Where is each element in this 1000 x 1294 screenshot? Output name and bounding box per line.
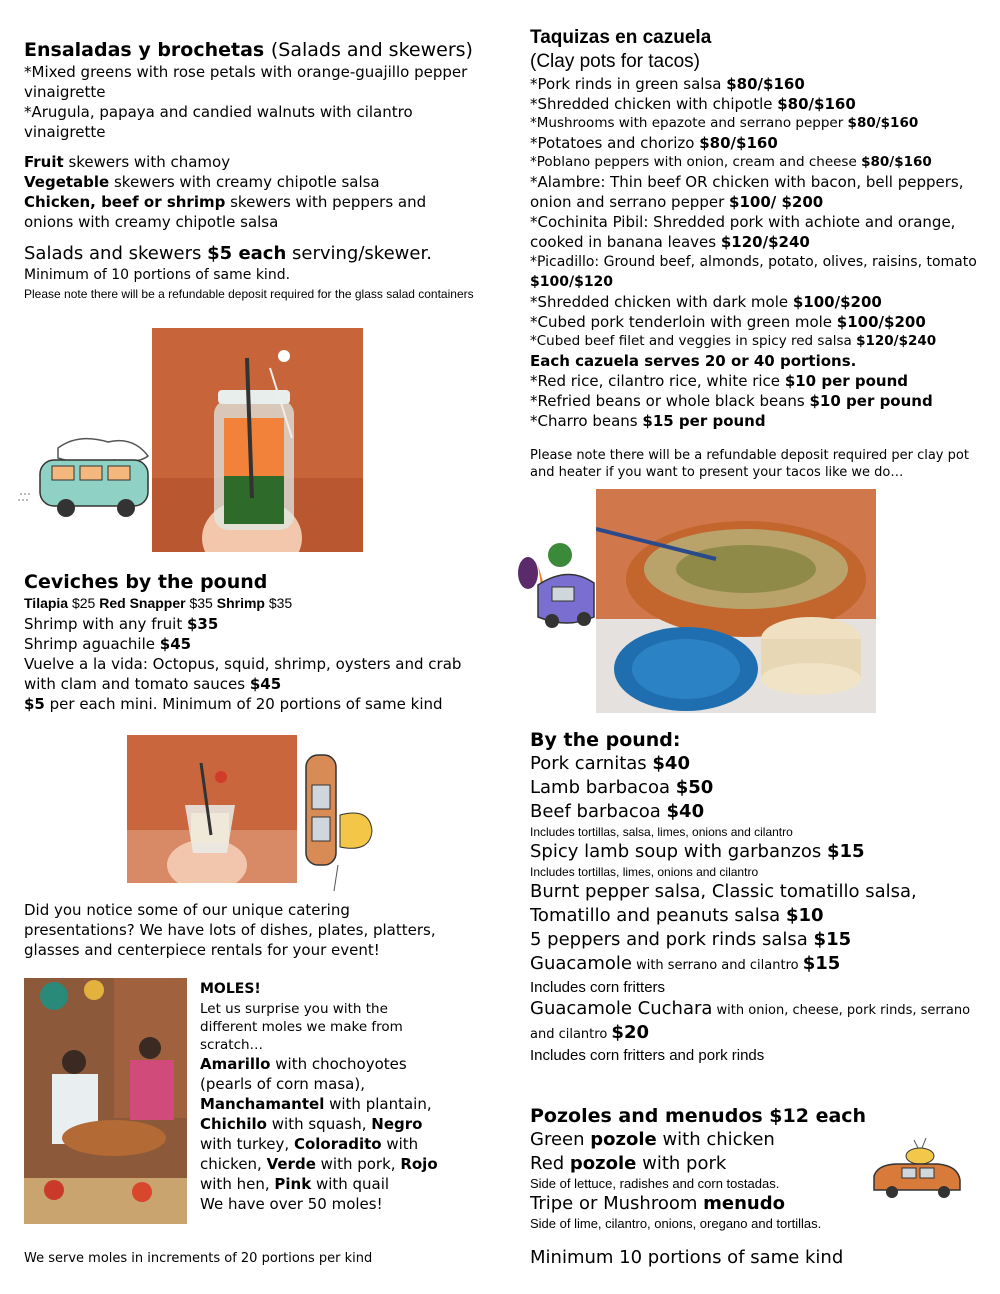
salads-section	[24, 38, 474, 302]
by-the-pound-section	[530, 728, 990, 1065]
pound-note: Includes corn fritters	[530, 979, 666, 996]
moles-intro: Let us surprise you with the different moles we make from scratch…	[200, 1000, 403, 1053]
pozoles-minimum: Minimum 10 portions of same kind	[530, 1247, 844, 1268]
taquizas-title: Taquizas en cazuela	[530, 27, 712, 48]
soup-car-illustration	[868, 1136, 964, 1202]
veggie-car-illustration	[508, 525, 600, 635]
taquiza-item: *Cubed beef filet and veggies in spicy red salsa $120/$240	[530, 333, 937, 349]
pound-item: Pork carnitas $40	[530, 753, 690, 774]
cazuela-photo	[596, 489, 876, 713]
salad-jar-photo	[152, 328, 363, 552]
skewer-item: Vegetable skewers with creamy chipotle salsa	[24, 173, 380, 191]
guacamole-cuchara-item: Guacamole Cuchara with onion, cheese, pork rinds, serrano and cilantro $20	[530, 997, 971, 1043]
taquiza-item: *Cubed pork tenderloin with green mole $100/$200	[530, 313, 926, 331]
moles-increments: We serve moles in increments of 20 portions per kind	[24, 1251, 373, 1266]
pozoles-title: Pozoles and menudos $12 each	[530, 1105, 867, 1127]
guacamole-item: Guacamole with serrano and cilantro $15	[530, 953, 841, 974]
taquizas-section	[530, 26, 990, 481]
ceviche-item: Vuelve a la vida: Octopus, squid, shrimp, oysters and crab with clam and tomato sauces $45	[24, 654, 462, 693]
salsa-item: Tomatillo and peanuts salsa $10	[530, 905, 824, 926]
taquiza-item: *Poblano peppers with onion, cream and cheese $80/$160	[530, 154, 932, 170]
pound-item: Beef barbacoa $40	[530, 801, 705, 822]
pound-title: By the pound:	[530, 729, 681, 751]
cooks-photo	[24, 978, 187, 1224]
moles-title: MOLES!	[200, 981, 261, 997]
car-illustration	[300, 745, 380, 893]
taquiza-item: *Shredded chicken with chipotle $80/$160	[530, 95, 856, 113]
ceviche-item: Shrimp aguachile $45	[24, 634, 192, 653]
pound-item: Lamb barbacoa $50	[530, 777, 714, 798]
moles-over: We have over 50 moles!	[200, 1194, 383, 1213]
ceviches-title: Ceviches by the pound	[24, 571, 268, 593]
pound-item: Spicy lamb soup with garbanzos $15	[530, 841, 865, 862]
taquizas-serves: Each cazuela serves 20 or 40 portions.	[530, 352, 857, 370]
salad-item: *Mixed greens with rose petals with orange-guajillo pepper vinaigrette	[24, 63, 468, 101]
moles-section	[200, 980, 445, 1214]
taquiza-item: *Alambre: Thin beef OR chicken with bacon, bell peppers, onion and serrano pepper $100/ $200	[530, 173, 964, 211]
taquiza-item: *Potatoes and chorizo $80/$160	[530, 134, 778, 152]
salads-deposit: Please note there will be a refundable deposit required for the glass salad containers	[24, 286, 474, 301]
salsa-item: Burnt pepper salsa, Classic tomatillo salsa,	[530, 881, 917, 902]
pozole-item: Green pozole with chicken	[530, 1129, 775, 1150]
moles-list: Amarillo with chochoyotes (pearls of corn masa), Manchamantel with plantain, Chichilo with squash, Negro with turkey, Coloradito with chicken, Verde with pork, Rojo with hen, Pink with quail	[200, 1054, 438, 1193]
menudo-item: Tripe or Mushroom menudo	[530, 1193, 785, 1214]
ceviche-fish: Tilapia $25 Red Snapper $35 Shrimp $35	[24, 595, 293, 611]
taquiza-item: *Mushrooms with epazote and serrano pepper $80/$160	[530, 115, 919, 131]
pozole-side: Side of lettuce, radishes and corn tostadas.	[530, 1176, 780, 1191]
taquiza-item: *Pork rinds in green salsa $80/$160	[530, 75, 805, 93]
skewer-item: Fruit skewers with chamoy	[24, 153, 231, 171]
ceviche-item: Shrimp with any fruit $35	[24, 614, 219, 633]
ceviches-section	[24, 570, 474, 714]
rentals-notice: Did you notice some of our unique catering presentations? We have lots of dishes, plates, platters, glasses and centerpiece rentals for your event!	[24, 901, 436, 959]
side-item: *Refried beans or whole black beans $10 per pound	[530, 392, 933, 410]
pound-note: Includes tortillas, limes, onions and cilantro	[530, 865, 759, 879]
ceviche-glass-photo	[127, 735, 297, 883]
taquiza-item: *Shredded chicken with dark mole $100/$200	[530, 293, 882, 311]
pozole-item: Red pozole with pork	[530, 1153, 727, 1174]
van-illustration	[18, 428, 158, 523]
ceviche-mini: $5 per each mini. Minimum of 20 portions of same kind	[24, 694, 443, 713]
pound-note: Includes tortillas, salsa, limes, onions and cilantro	[530, 825, 793, 839]
salads-minimum: Minimum of 10 portions of same kind.	[24, 267, 291, 283]
taquizas-subtitle: (Clay pots for tacos)	[530, 51, 700, 72]
salad-item: *Arugula, papaya and candied walnuts with cilantro vinaigrette	[24, 103, 413, 141]
side-item: *Charro beans $15 per pound	[530, 412, 766, 430]
taquizas-deposit: Please note there will be a refundable deposit required per clay pot and heater if you want to present your tacos like we do…	[530, 448, 969, 480]
pound-note: Includes corn fritters and pork rinds	[530, 1046, 765, 1064]
menudo-side: Side of lime, cilantro, onions, oregano and tortillas.	[530, 1216, 822, 1231]
salads-price: Salads and skewers $5 each serving/skewer.	[24, 243, 432, 264]
skewer-item: Chicken, beef or shrimp skewers with peppers and onions with creamy chipotle salsa	[24, 193, 427, 231]
side-item: *Red rice, cilantro rice, white rice $10 per pound	[530, 372, 909, 390]
taquiza-item: *Cochinita Pibil: Shredded pork with achiote and orange, cooked in banana leaves $120/$240	[530, 213, 956, 251]
taquiza-item: *Picadillo: Ground beef, almonds, potato, olives, raisins, tomato $100/$120	[530, 254, 977, 290]
salads-title: Ensaladas y brochetas (Salads and skewers)	[24, 39, 473, 61]
salsa-item: 5 peppers and pork rinds salsa $15	[530, 929, 852, 950]
